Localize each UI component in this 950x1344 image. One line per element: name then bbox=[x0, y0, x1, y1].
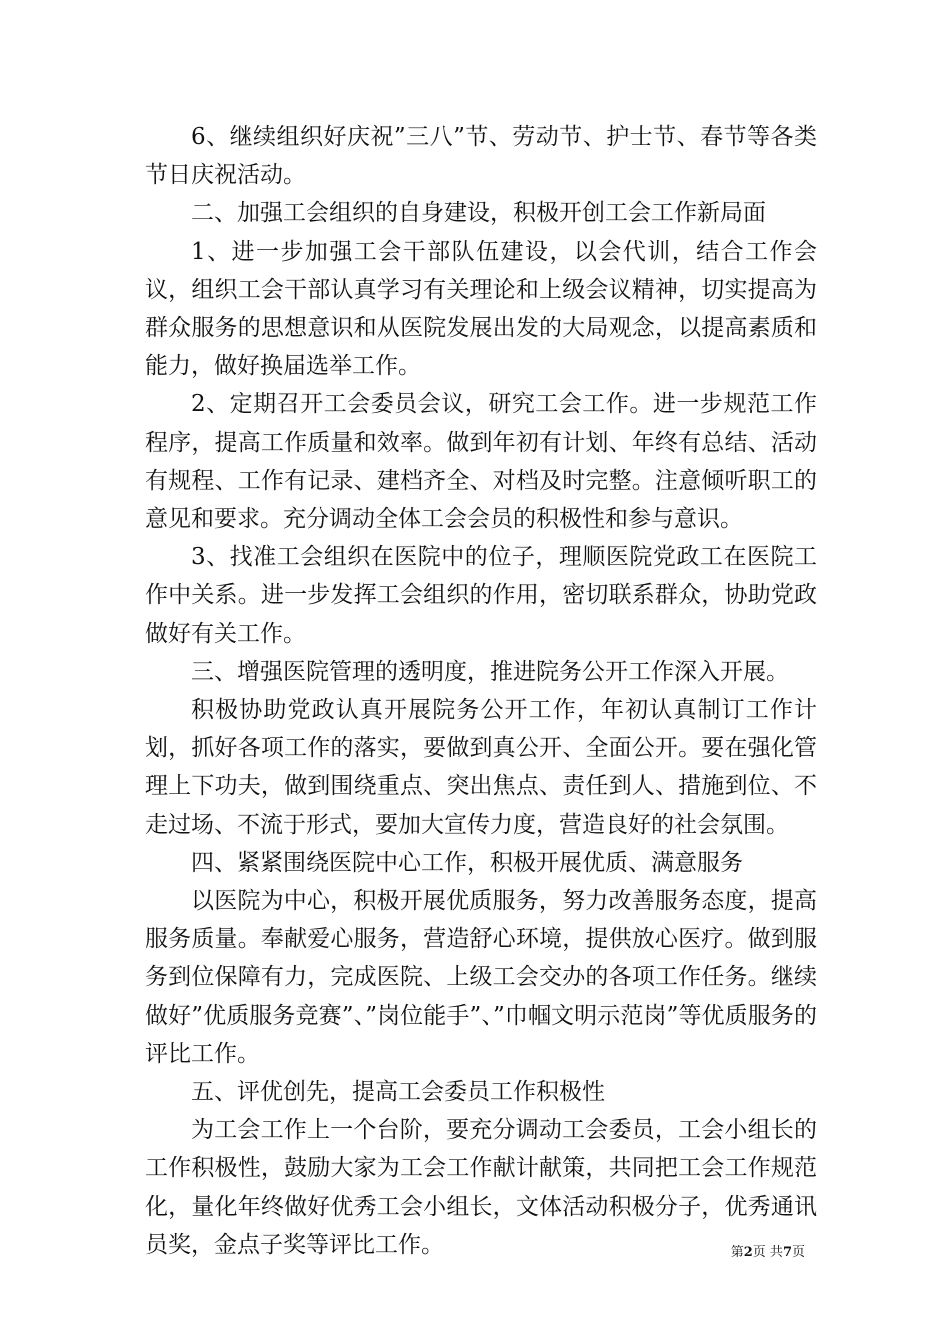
document-body bbox=[145, 118, 817, 1264]
paragraph-item-6-festivals: 6、继续组织好庆祝”三八”节、劳动节、护士节、春节等各类节日庆祝活动。 bbox=[145, 124, 817, 189]
paragraph-item-2-committee-meetings: 2、定期召开工会委员会议，研究工会工作。进一步规范工作程序，提高工作质量和效率。做到年初有计划、年终有总结、活动有规程、工作有记录、建档齐全、对档及时完整。注意倾听职工的意见和要求。充分调动全体工会会员的积极性和参与意识。 bbox=[145, 391, 817, 533]
section-heading-4: 四、紧紧围绕医院中心工作，积极开展优质、满意服务 bbox=[191, 849, 743, 876]
paragraph-item-1-cadre-building: 1、进一步加强工会干部队伍建设，以会代训，结合工作会议，组织工会干部认真学习有关理论和上级会议精神，切实提高为群众服务的思想意识和从医院发展出发的大局观念，以提高素质和能力，做好换届选举工作。 bbox=[145, 238, 817, 380]
section-heading-3: 三、增强医院管理的透明度，推进院务公开工作深入开展。 bbox=[191, 658, 789, 685]
footer-prefix: 第 bbox=[730, 1245, 744, 1260]
total-page-number: 7 bbox=[782, 1245, 792, 1260]
paragraph-evaluation: 为工会工作上一个台阶，要充分调动工会委员，工会小组长的工作积极性，鼓励大家为工会工作献计献策，共同把工会工作规范化，量化年终做好优秀工会小组长，文体活动积极分子，优秀通讯员奖，金点子奖等评比工作。 bbox=[145, 1117, 817, 1258]
section-heading-2: 二、加强工会组织的自身建设，积极开创工会工作新局面 bbox=[191, 200, 766, 227]
current-page-number: 2 bbox=[743, 1245, 753, 1260]
footer-middle: 页 共 bbox=[752, 1245, 783, 1260]
paragraph-item-3-positioning: 3、找准工会组织在医院中的位子，理顺医院党政工在医院工作中关系。进一步发挥工会组织的作用，密切联系群众，协助党政做好有关工作。 bbox=[145, 544, 817, 647]
page-number-footer bbox=[731, 1244, 805, 1262]
paragraph-quality-service: 以医院为中心，积极开展优质服务，努力改善服务态度，提高服务质量。奉献爱心服务，营造舒心环境，提供放心医疗。做到服务到位保障有力，完成医院、上级工会交办的各项工作任务。继续做好”优质服务竞赛”、”岗位能手”、”巾帼文明示范岗”等优质服务的评比工作。 bbox=[145, 888, 817, 1067]
footer-suffix: 页 bbox=[791, 1245, 805, 1260]
paragraph-hospital-transparency: 积极协助党政认真开展院务公开工作，年初认真制订工作计划，抓好各项工作的落实，要做到真公开、全面公开。要在强化管理上下功夫，做到围绕重点、突出焦点、责任到人、措施到位、不走过场、不流于形式，要加大宣传力度，营造良好的社会氛围。 bbox=[145, 697, 817, 838]
section-heading-5: 五、评优创先，提高工会委员工作积极性 bbox=[191, 1079, 605, 1106]
